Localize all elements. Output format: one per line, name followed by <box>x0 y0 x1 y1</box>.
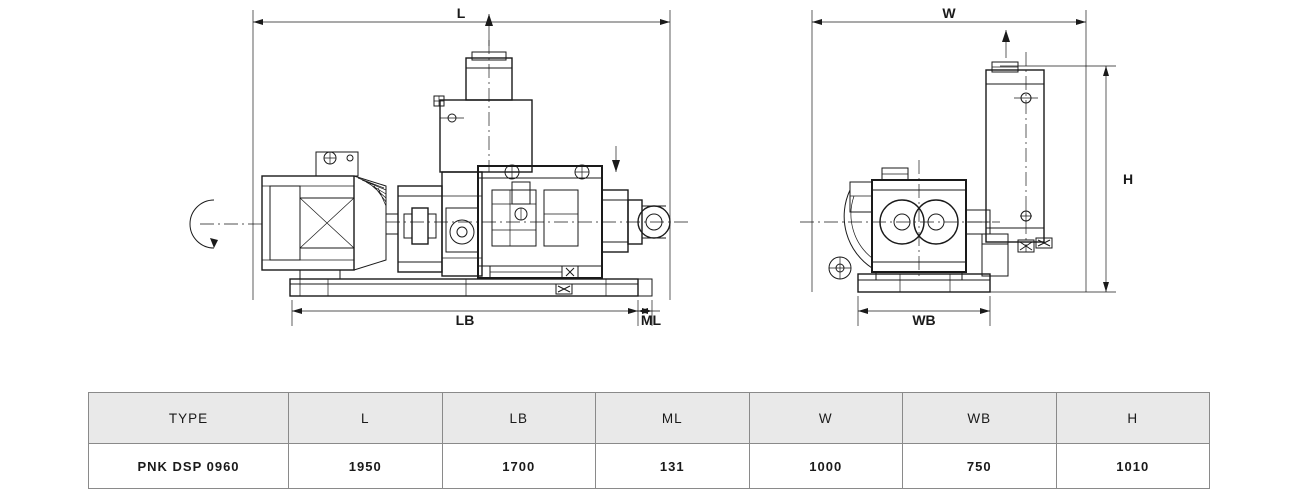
table-header-wb: WB <box>903 393 1057 444</box>
spec-table-wrapper <box>88 392 1210 489</box>
dim-label-WB: WB <box>912 312 936 328</box>
pump-casing-front <box>800 160 1008 280</box>
dim-label-W: W <box>942 5 956 21</box>
table-header-row <box>89 393 1210 444</box>
cell-w: 1000 <box>749 444 903 489</box>
table-row <box>89 444 1210 489</box>
table-header-w: W <box>749 393 903 444</box>
drain-valves <box>490 266 578 294</box>
dim-label-LB: LB <box>455 312 475 328</box>
dim-label-ML: ML <box>640 312 662 328</box>
table-header-ml: ML <box>596 393 750 444</box>
cell-type: PNK DSP 0960 <box>89 444 289 489</box>
cell-h: 1010 <box>1056 444 1210 489</box>
cell-ml: 131 <box>596 444 750 489</box>
side-view-baseplate <box>290 279 652 296</box>
inlet-silencer <box>434 14 532 172</box>
motor-assembly <box>190 152 386 279</box>
table-header-lb: LB <box>442 393 596 444</box>
cell-lb: 1700 <box>442 444 596 489</box>
side-view <box>190 10 690 326</box>
dim-label-L: L <box>456 5 466 21</box>
cell-l: 1950 <box>289 444 443 489</box>
spec-table <box>88 392 1210 489</box>
dimension-LB <box>292 300 660 326</box>
cell-wb: 750 <box>903 444 1057 489</box>
dimension-H <box>950 66 1116 292</box>
dim-label-H: H <box>1122 171 1134 187</box>
table-header-l: L <box>289 393 443 444</box>
table-header-h: H <box>1056 393 1210 444</box>
dimension-W <box>812 10 1086 292</box>
discharge-arrow <box>612 146 620 172</box>
coupling-guard <box>386 186 442 272</box>
pump-body <box>386 165 690 278</box>
front-view <box>800 10 1116 326</box>
table-header-type: TYPE <box>89 393 289 444</box>
front-view-baseplate <box>858 274 990 292</box>
inlet-silencer-front <box>986 30 1052 252</box>
